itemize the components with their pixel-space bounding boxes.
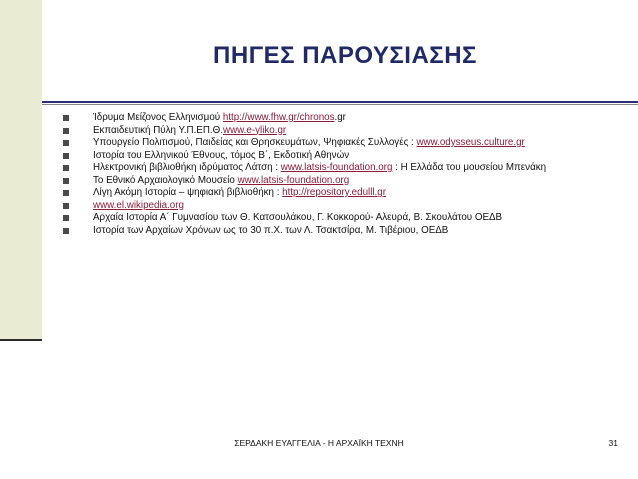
list-item xyxy=(63,200,633,213)
square-bullet-icon xyxy=(63,190,69,196)
square-bullet-icon xyxy=(63,203,69,209)
square-bullet-icon xyxy=(63,128,69,134)
item-text: Λίγη Ακόμη Ιστορία – ψηφιακή βιβλιοθήκη : xyxy=(93,187,283,198)
source-link[interactable]: http://repository.edulll.gr xyxy=(282,187,386,198)
item-text: Αρχαία Ιστορία Α΄ Γυμνασίου των Θ. Κατσουλάκου, Γ. Κοκκορού- Αλευρά, Β. Σκουλάτου ΟΕΔΒ xyxy=(93,212,503,223)
square-bullet-icon xyxy=(63,140,69,146)
item-text: Ιστορία του Ελληνικού Έθνους, τόμος Β΄, Εκδοτική Αθηνών xyxy=(93,149,350,161)
item-text: Ίδρυμα Μείζονος Ελληνισμού xyxy=(93,112,223,123)
list-item xyxy=(63,162,633,175)
square-bullet-icon xyxy=(63,215,69,221)
left-accent-band xyxy=(0,0,42,340)
left-band-rule xyxy=(0,339,42,341)
square-bullet-icon xyxy=(63,228,69,234)
source-link[interactable]: www.odysseus.culture.gr xyxy=(416,137,525,148)
list-item xyxy=(63,125,633,138)
source-link[interactable]: www.el.wikipedia.org xyxy=(93,199,184,211)
source-link[interactable]: http://www.fhw.gr/chronos xyxy=(222,112,335,123)
item-text: Υπουργείο Πολιτισμού, Παιδείας και Θρησκευμάτων, Ψηφιακές Συλλογές : xyxy=(93,137,417,148)
source-link[interactable]: www.latsis-foundation.org xyxy=(237,174,350,186)
item-suffix: : Η Ελλάδα του μουσείου Μπενάκη xyxy=(392,162,547,173)
item-suffix: .gr xyxy=(334,112,346,123)
item-text: Το Εθνικό Αρχαιολογικό Μουσείο xyxy=(93,174,238,186)
list-item xyxy=(63,150,633,163)
item-text: Ηλεκτρονική βιβλιοθήκη ιδρύματος Λάτση : xyxy=(93,162,281,173)
slide-title: ΠΗΓΕΣ ΠΑΡΟΥΣΙΑΣΗΣ xyxy=(213,42,477,69)
list-item xyxy=(63,175,633,188)
square-bullet-icon xyxy=(63,153,69,159)
list-item xyxy=(63,137,633,150)
title-rule xyxy=(42,101,638,103)
slide-footer: ΣΕΡΔΑΚΗ ΕΥΑΓΓΕΛΙΑ - Η ΑΡΧΑΪΚΗ ΤΕΧΝΗ xyxy=(234,438,404,448)
title-rule-thin xyxy=(42,104,638,105)
list-item xyxy=(63,112,633,125)
sources-list xyxy=(63,112,633,237)
list-item xyxy=(63,187,633,200)
source-link[interactable]: www.latsis-foundation.org xyxy=(280,162,393,173)
item-text: Εκπαιδευτική Πύλη Υ.Π.ΕΠ.Θ. xyxy=(93,124,223,136)
page-number: 31 xyxy=(608,438,618,448)
list-item xyxy=(63,225,633,238)
item-text: Ιστορία των Αρχαίων Χρόνων ως το 30 π.Χ. των Λ. Τσακτσίρα, Μ. Τιβέριου, ΟΕΔΒ xyxy=(93,224,449,236)
square-bullet-icon xyxy=(63,178,69,184)
square-bullet-icon xyxy=(63,115,69,121)
list-item xyxy=(63,212,633,225)
square-bullet-icon xyxy=(63,165,69,171)
source-link[interactable]: www.e-yliko.gr xyxy=(223,124,287,136)
